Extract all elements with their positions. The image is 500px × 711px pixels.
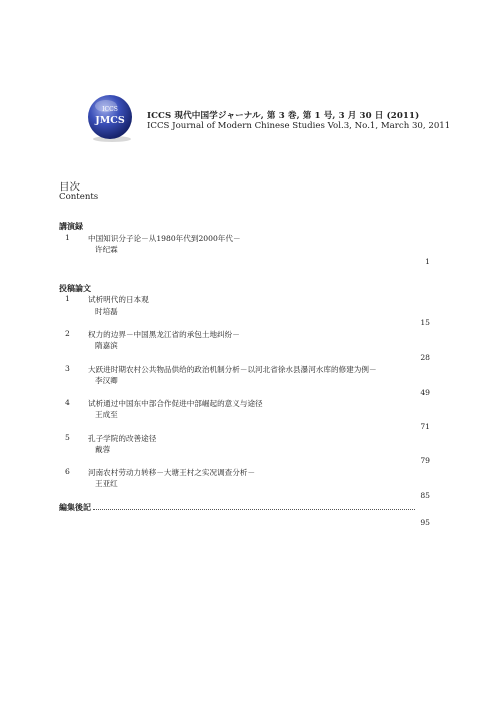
entry-page: 15 (420, 318, 430, 327)
entry-author: 王亚红 (95, 479, 118, 488)
entry-page: 85 (420, 491, 430, 500)
entry-number: 3 (65, 364, 70, 373)
entry-number: 2 (65, 329, 70, 338)
entry-title[interactable]: 中国知识分子论－从1980年代到2000年代－ (88, 234, 241, 243)
toc-subtitle: Contents (59, 192, 99, 202)
journal-title-en: ICCS Journal of Modern Chinese Studies Vol.3, No.1, March 30, 2011 (147, 121, 451, 131)
entry-title[interactable]: 试析明代的日本观 (88, 295, 149, 304)
entry-number: 6 (65, 467, 70, 476)
editorial-page: 95 (420, 518, 430, 527)
logo-text-top: ICCS (102, 106, 118, 113)
entry-author: 王成至 (95, 410, 118, 419)
entry-author: 李汉卿 (95, 376, 118, 385)
entry-page: 1 (425, 257, 430, 266)
entry-author: 时培磊 (95, 307, 118, 316)
entry-number: 4 (65, 398, 70, 407)
entry-page: 71 (420, 422, 430, 431)
entry-title[interactable]: 孔子学院的改善途径 (88, 434, 157, 443)
entry-title[interactable]: 试析通过中国东中部合作促进中部崛起的意义与途径 (88, 399, 263, 408)
entry-number: 5 (65, 433, 70, 442)
toc-title: 目次 (59, 181, 80, 193)
entry-page: 79 (420, 456, 430, 465)
entry-page: 49 (420, 388, 430, 397)
entry-number: 1 (65, 294, 70, 303)
editorial-label: 編集後記 (59, 502, 91, 512)
entry-number: 1 (65, 233, 70, 242)
journal-logo (84, 92, 136, 144)
section-heading-papers: 投稿論文 (59, 283, 91, 293)
entry-title[interactable]: 河南农村劳动力转移－大塘王村之实况调查分析－ (88, 468, 256, 477)
entry-author: 许纪霖 (95, 245, 118, 254)
entry-author: 戴蓉 (95, 445, 111, 454)
journal-title-ja: ICCS 現代中国学ジャーナル, 第 3 巻, 第 1 号, 3 月 30 日 (2011) (147, 111, 420, 121)
dot-leader (93, 503, 415, 510)
entry-author: 隋嘉滨 (95, 341, 118, 350)
section-heading-lectures: 講演録 (59, 221, 83, 231)
entry-page: 28 (420, 353, 430, 362)
editorial-afterword[interactable] (59, 502, 415, 513)
entry-title[interactable]: 大跃进时期农村公共物品供给的政治机制分析－以河北省徐水县瀑河水库的修建为例－ (88, 365, 377, 374)
logo-text-main: JMCS (95, 115, 125, 126)
entry-title[interactable]: 权力的边界－中国黑龙江省的承包土地纠纷－ (88, 330, 240, 339)
